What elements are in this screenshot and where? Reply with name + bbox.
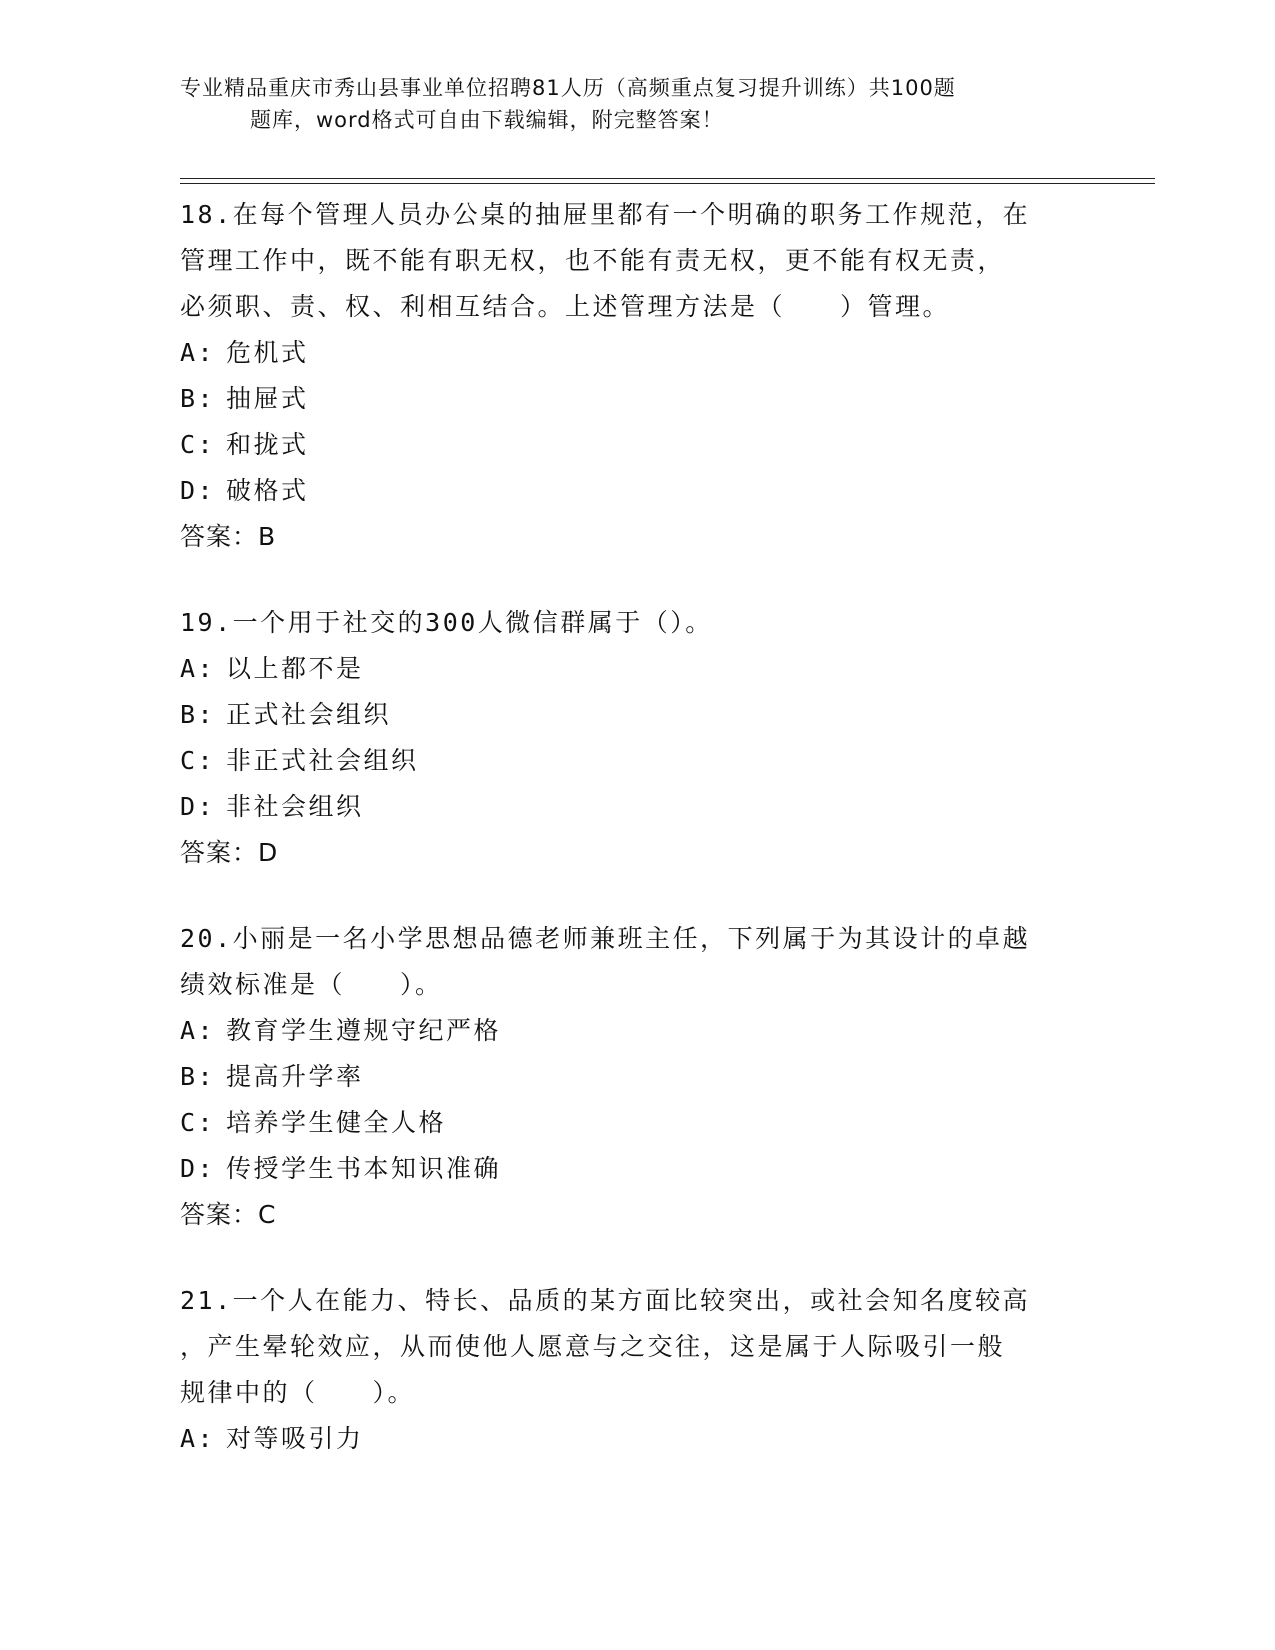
option-text: 提高升学率 (226, 1062, 364, 1091)
option-text: 破格式 (226, 476, 309, 505)
question-18 (180, 192, 1080, 560)
option-text: 抽屉式 (226, 384, 309, 413)
option-a (180, 1416, 1080, 1462)
header-title-line-1: 专业精品重庆市秀山县事业单位招聘81人历（高频重点复习提升训练）共100题 (180, 76, 956, 100)
option-letter: B: (180, 700, 216, 729)
option-letter: D: (180, 792, 216, 821)
question-list (180, 192, 1080, 1502)
option-c (180, 422, 1080, 468)
document-header (180, 72, 1080, 136)
option-letter: D: (180, 1154, 216, 1183)
question-stem-line: 绩效标准是（ ）。 (180, 970, 443, 999)
option-text: 以上都不是 (226, 654, 364, 683)
option-a (180, 646, 1080, 692)
option-text: 对等吸引力 (226, 1424, 364, 1453)
option-d (180, 1146, 1080, 1192)
option-c (180, 1100, 1080, 1146)
option-letter: A: (180, 654, 216, 683)
option-d (180, 468, 1080, 514)
option-a (180, 330, 1080, 376)
option-letter: B: (180, 384, 216, 413)
question-stem-line: ，产生晕轮效应，从而使他人愿意与之交往，这是属于人际吸引一般 (180, 1332, 1006, 1361)
answer-line: 答案：D (180, 838, 279, 867)
answer-line: 答案：C (180, 1200, 277, 1229)
option-letter: A: (180, 1016, 216, 1045)
option-text: 和拢式 (226, 430, 309, 459)
option-letter: D: (180, 476, 216, 505)
option-letter: A: (180, 338, 216, 367)
question-stem-line: 必须职、责、权、利相互结合。上述管理方法是（ ）管理。 (180, 292, 951, 321)
option-letter: C: (180, 746, 216, 775)
question-stem-line: 18.在每个管理人员办公桌的抽屉里都有一个明确的职务工作规范，在 (180, 200, 1031, 229)
option-text: 非社会组织 (226, 792, 364, 821)
header-divider-bottom (180, 183, 1155, 184)
option-text: 培养学生健全人格 (226, 1108, 447, 1137)
question-stem-line: 19.一个用于社交的300人微信群属于（）。 (180, 608, 713, 637)
option-letter: B: (180, 1062, 216, 1091)
option-letter: A: (180, 1424, 216, 1453)
option-b (180, 692, 1080, 738)
question-stem-line: 规律中的（ ）。 (180, 1378, 416, 1407)
option-d (180, 784, 1080, 830)
header-title-line-2: 题库，word格式可自由下载编辑，附完整答案！ (250, 108, 724, 132)
question-stem-line: 20.小丽是一名小学思想品德老师兼班主任，下列属于为其设计的卓越 (180, 924, 1031, 953)
question-stem-line: 管理工作中，既不能有职无权，也不能有责无权，更不能有权无责， (180, 246, 1006, 275)
option-b (180, 376, 1080, 422)
question-19 (180, 600, 1080, 876)
option-a (180, 1008, 1080, 1054)
option-letter: C: (180, 430, 216, 459)
option-b (180, 1054, 1080, 1100)
option-text: 正式社会组织 (226, 700, 392, 729)
option-text: 非正式社会组织 (226, 746, 419, 775)
option-text: 危机式 (226, 338, 309, 367)
option-text: 传授学生书本知识准确 (226, 1154, 502, 1183)
question-stem-line: 21.一个人在能力、特长、品质的某方面比较突出，或社会知名度较高 (180, 1286, 1031, 1315)
option-text: 教育学生遵规守纪严格 (226, 1016, 502, 1045)
option-letter: C: (180, 1108, 216, 1137)
header-divider-top (180, 178, 1155, 179)
answer-line: 答案：B (180, 522, 277, 551)
option-c (180, 738, 1080, 784)
question-20 (180, 916, 1080, 1238)
question-21 (180, 1278, 1080, 1462)
